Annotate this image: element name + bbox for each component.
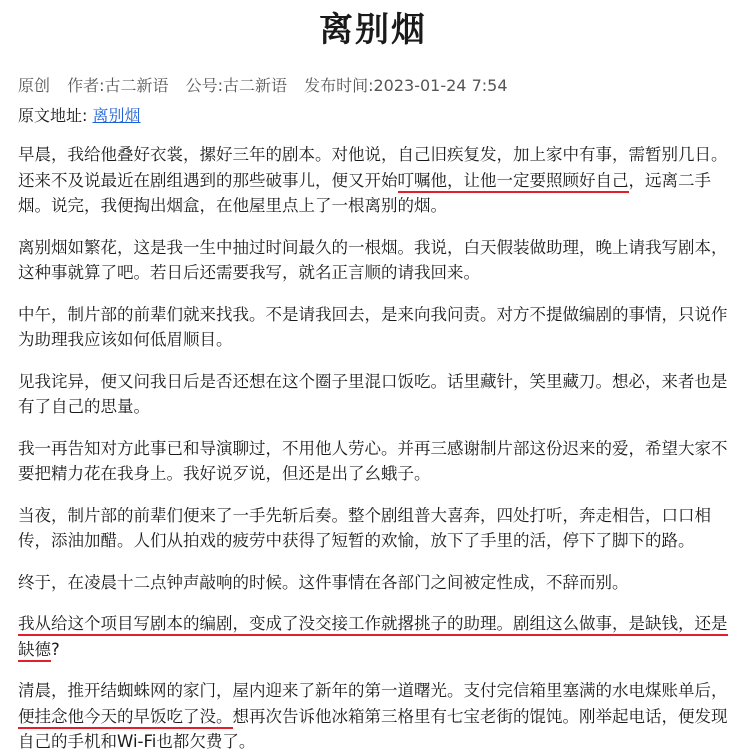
underlined-text: 便挂念他今天的早饭吃了没。	[18, 707, 233, 729]
paragraph-1-text-b: ，远离二手烟。说完，我便掏出烟盒，在他屋里点上了一根离别的烟。	[18, 170, 711, 215]
publish-time: 发布时间:2023-01-24 7:54	[304, 76, 508, 95]
paragraph-9-text-b: 想再次告诉他冰箱第三格里有七宝老街的馄饨。刚举起电话，便发现自己的手机和Wi-Fi也都欠费了。	[18, 706, 728, 751]
paragraph-7: 终于，在凌晨十二点钟声敲响的时候。这件事情在各部门之间被定性成，不辞而别。	[18, 572, 629, 592]
paragraph-9	[18, 678, 728, 755]
original-tag: 原创	[18, 76, 51, 95]
underlined-text: 叮嘱他，让他一定要照顾好自己	[398, 171, 629, 193]
paragraph-1	[18, 142, 728, 219]
source-link[interactable]: 离别烟	[92, 106, 141, 125]
article-title: 离别烟	[319, 10, 427, 50]
source-label: 原文地址:	[18, 106, 88, 125]
paragraph-2: 离别烟如繁花，这是我一生中抽过时间最久的一根烟。我说，白天假装做助理，晚上请我写剧本，这种事就算了吧。若日后还需要我写，就名正言顺的请我回来。	[18, 237, 728, 282]
paragraph-8-text-b: ?	[51, 639, 60, 659]
paragraph-6: 当夜，制片部的前辈们便来了一手先斩后奏。整个剧组普大喜奔，四处打听，奔走相告，口口相传，添油加醋。人们从拍戏的疲劳中获得了短暂的欢愉，放下了手里的活，停下了脚下的路。	[18, 505, 711, 550]
author: 作者:古二新语	[67, 76, 169, 95]
article-meta	[18, 74, 728, 98]
paragraph-4: 见我诧异，便又问我日后是否还想在这个圈子里混口饭吃。话里藏针，笑里藏刀。想必，来者也是有了自己的思量。	[18, 371, 728, 416]
source-line	[18, 104, 728, 128]
paragraph-5: 我一再告知对方此事已和导演聊过，不用他人劳心。并再三感谢制片部这份迟来的爱，希望大家不要把精力花在我身上。我好说歹说，但还是出了幺蛾子。	[18, 438, 728, 483]
paragraph-9-text-a: 清晨，推开结蜘蛛网的家门，屋内迎来了新年的第一道曙光。支付完信箱里塞满的水电煤账单后，	[18, 681, 728, 700]
paragraph-8	[18, 611, 728, 662]
account: 公号:古二新语	[185, 76, 288, 95]
underlined-text: 我从给这个项目写剧本的编剧，变成了没交接工作就撂挑子的助理。剧组这么做事，是缺钱，还是缺德	[18, 614, 728, 662]
paragraph-3: 中午，制片部的前辈们就来找我。不是请我回去，是来向我问责。对方不提做编剧的事情，只说作为助理我应该如何低眉顺目。	[18, 304, 728, 349]
paragraph-1-text-a: 早晨，我给他叠好衣裳，摞好三年的剧本。对他说，自己旧疾复发，加上家中有事，需暂别几日。还来不及说最近在剧组遇到的那些破事儿，便又开始	[18, 145, 728, 190]
